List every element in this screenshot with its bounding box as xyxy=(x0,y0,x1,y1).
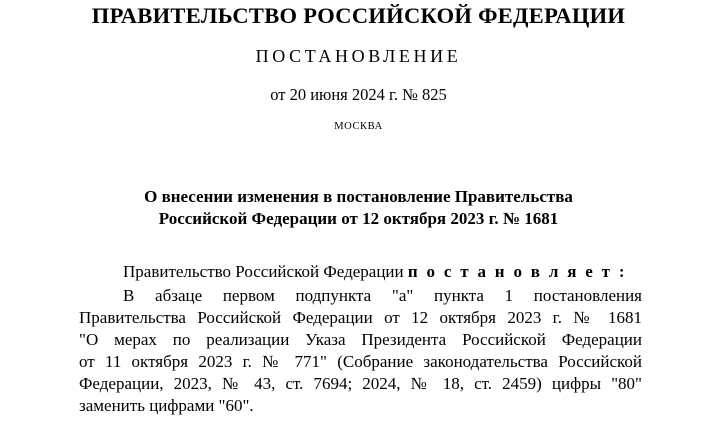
body-line-4: от 11 октября 2023 г. № 771" (Собрание законодательства Российской xyxy=(79,352,642,371)
document-type: ПОСТАНОВЛЕНИЕ xyxy=(255,46,462,66)
body-line-6: заменить цифрами "60". xyxy=(79,396,254,415)
decree-title-line-2: Российской Федерации от 12 октября 2023 г. № 1681 xyxy=(158,209,559,228)
body-line-5: Федерации, 2023, № 43, ст. 7694; 2024, № 18, ст. 2459) цифры "80" xyxy=(79,374,642,393)
government-name: ПРАВИТЕЛЬСТВО РОССИЙСКОЙ ФЕДЕРАЦИИ xyxy=(91,3,626,28)
decree-date-number: от 20 июня 2024 г. № 825 xyxy=(270,85,447,104)
operative-verb: п о с т а н о в л я е т : xyxy=(407,262,627,281)
body-line-3: "О мерах по реализации Указа Президента Российской Федерации xyxy=(79,330,642,349)
issue-city: МОСКВА xyxy=(334,121,383,132)
body-line-1: В абзаце первом подпункта "а" пункта 1 постановления xyxy=(123,286,642,305)
operative-clause xyxy=(123,261,627,283)
operative-subject: Правительство Российской Федерации xyxy=(123,262,404,281)
decree-title-line-1: О внесении изменения в постановление Правительства xyxy=(144,187,573,206)
body-line-2: Правительства Российской Федерации от 12 октября 2023 г. № 1681 xyxy=(79,308,642,327)
